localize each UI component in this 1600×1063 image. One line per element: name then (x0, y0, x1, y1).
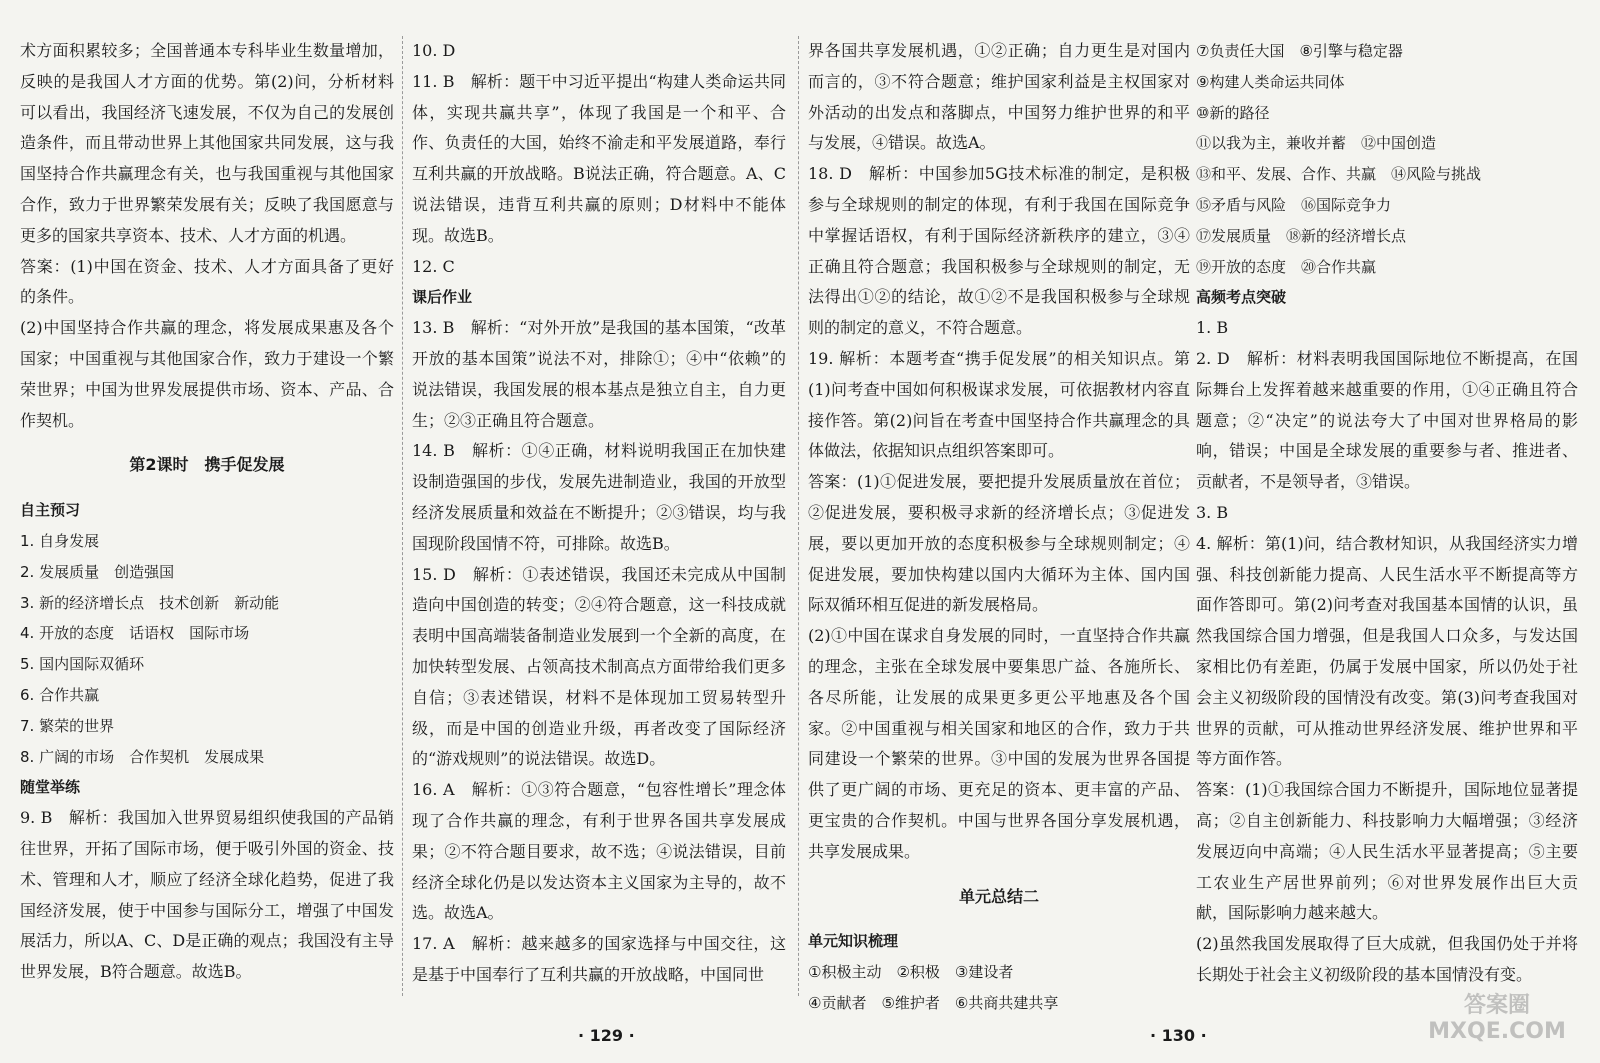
paragraph: 11. B 解析：题干中习近平提出“构建人类命运共同体，实现共赢共享”，体现了我国是一个和平、合作、负责任的大国，始终不渝走和平发展道路，奉行互利共赢的开放战略。B说法正确，符合题意。A、C说法错误，违背互利共赢的原则；D材料中不能体现。故选B。 (412, 71, 786, 245)
paragraph: 13. B 解析：“对外开放”是我国的基本国策，“改革开放的基本国策”说法不对，排除①；④中“依赖”的说法错误，我国发展的根本基点是独立自主，自力更生；②③正确且符合题意。 (412, 318, 786, 430)
paragraph: 第2课时 携手促发展 (129, 455, 285, 475)
page-number-right: · 130 · (1150, 1026, 1207, 1045)
paragraph: 答案：(1)①我国综合国力不断提升，国际地位显著提高；②自主创新能力、科技影响力大幅增强；③经济发展迈向中高端；④人民生活水平显著提高；⑤主要工农业生产居世界前列；⑥对世界发展作出巨大贡献，国际影响力越来越大。 (1196, 780, 1578, 923)
paragraph: ⑲开放的态度 ⑳合作共赢 (1196, 257, 1377, 276)
paragraph: 12. C (412, 256, 455, 276)
paragraph: 1. 自身发展 (20, 531, 100, 550)
paragraph: 单元总结二 (958, 886, 1039, 906)
column-divider (402, 36, 403, 996)
paragraph: ⑦负责任大国 ⑧引擎与稳定器 (1196, 42, 1403, 60)
column-1 (20, 36, 394, 988)
paragraph: 2. D 解析：材料表明我国国际地位不断提高，在国际舞台上发挥着越来越重要的作用，①④正确且符合题意；②“决定”的说法夸大了中国对世界格局的影响，错误；中国是全球发展的重要参与者、推进者、贡献者，不是领导者，③错误。 (1196, 348, 1578, 492)
paragraph: ⑮矛盾与风险 ⑯国际竞争力 (1196, 195, 1392, 214)
paragraph: ④贡献者 ⑤维护者 ⑥共商共建共享 (808, 993, 1059, 1012)
paragraph: 16. A 解析：①③符合题意，“包容性增长”理念体现了合作共赢的理念，有利于世界各国共享发展成果；②不符合题目要求，故不选；④说法错误，目前经济全球化仍是以发达资本主义国家为主导的，故不选。故选A。 (412, 780, 786, 923)
paragraph: 答案：(1)①促进发展，要把提升发展质量放在首位；②促进发展，要积极寻求新的经济增长点；③促进发展，要以更加开放的态度积极参与全球规则制定；④促进发展，要加快构建以国内大循环为主体、国内国际双循环相互促进的新发展格局。 (808, 472, 1190, 615)
paragraph: (2)中国坚持合作共赢的理念，将发展成果惠及各个国家；中国重视与其他国家合作，致力于建设一个繁荣世界；中国为世界发展提供市场、资本、产品、合作契机。 (20, 318, 394, 430)
paragraph: ⑪以我为主，兼收并蓄 ⑫中国创造 (1196, 134, 1437, 153)
paragraph: 3. 新的经济增长点 技术创新 新动能 (20, 593, 280, 612)
paragraph: 高频考点突破 (1196, 288, 1287, 307)
paragraph: 8. 广阔的市场 合作契机 发展成果 (20, 747, 265, 766)
paragraph: 5. 国内国际双循环 (20, 655, 145, 674)
watermark-logo: 答案圈 MXQE.COM (1428, 993, 1566, 1044)
paragraph: 1. B (1196, 318, 1229, 338)
paragraph: 随堂举练 (20, 778, 81, 797)
paragraph: 术方面积累较多；全国普通本专科毕业生数量增加，反映的是我国人才方面的优势。第(2)问，分析材料可以看出，我国经济飞速发展，不仅为自己的发展创造条件，而且带动世界上其他国家共同发展，这与我国坚持合作共赢理念有关，也与我国重视与其他国家合作，致力于世界繁荣发展有关；反映了我国愿意与更多的国家共享资本、技术、人才方面的机遇。 (20, 41, 394, 245)
column-4 (1196, 36, 1578, 991)
column-2 (412, 36, 786, 991)
paragraph: 17. A 解析：越来越多的国家选择与中国交往，这是基于中国奉行了互利共赢的开放战略，中国同世 (412, 934, 786, 984)
paragraph: 2. 发展质量 创造强国 (20, 562, 175, 581)
paragraph: ⑩新的路径 (1196, 103, 1270, 122)
paragraph: ⑬和平、发展、合作、共赢 ⑭风险与挑战 (1196, 165, 1482, 184)
paragraph: 15. D 解析：①表述错误，我国还未完成从中国制造向中国创造的转变；②④符合题意，这一科技成就表明中国高端装备制造业发展到一个全新的高度，在加快转型发展、占领高技术制高点方面带给我们更多自信；③表述错误，材料不是体现加工贸易转型升级，而是中国的创造业升级，再者改变了国际经济的“游戏规则”的说法错误。故选D。 (412, 564, 786, 769)
paragraph: 3. B (1196, 502, 1229, 522)
paragraph: 6. 合作共赢 (20, 685, 100, 704)
paragraph: 7. 繁荣的世界 (20, 716, 115, 735)
paragraph: ⑨构建人类命运共同体 (1196, 72, 1345, 91)
paragraph: 答案：(1)中国在资金、技术、人才方面具备了更好的条件。 (20, 256, 394, 307)
paragraph: 4. 解析：第(1)问，结合教材知识，从我国经济实力增强、科技创新能力提高、人民生活水平不断提高等方面作答即可。第(2)问考查对我国基本国情的认识，虽然我国综合国力增强，但是我国人口众多，与发达国家相比仍有差距，仍属于发展中国家，所以仍处于社会主义初级阶段的国情没有改变。第(3)问考查我国对世界的贡献，可从推动世界经济发展、维护世界和平等方面作答。 (1196, 533, 1578, 769)
column-divider (798, 36, 799, 996)
paragraph: ①积极主动 ②积极 ③建设者 (808, 963, 1014, 982)
page-number-left: · 129 · (578, 1026, 635, 1045)
paragraph: 18. D 解析：中国参加5G技术标准的制定，是积极参与全球规则的制定的体现，有利于我国在国际竞争中掌握话语权，有利于国际经济新秩序的建立，③④正确且符合题意；我国积极参与全球规则的制定，无法得出①②的结论，故①②不是我国积极参与全球规则的制定的意义，不符合题意。 (808, 164, 1190, 338)
paragraph: 单元知识梳理 (808, 932, 899, 951)
paragraph: ⑰发展质量 ⑱新的经济增长点 (1196, 226, 1407, 245)
paragraph: 9. B 解析：我国加入世界贸易组织使我国的产品销往世界，开拓了国际市场，便于吸引外国的资金、技术、管理和人才，顺应了经济全球化趋势，促进了我国经济发展，使于中国参与国际分工，增强了中国发展活力，所以A、C、D是正确的观点；我国没有主导世界发展，B符合题意。故选B。 (20, 808, 394, 982)
paragraph: 4. 开放的态度 话语权 国际市场 (20, 624, 250, 643)
paragraph: 14. B 解析：①④正确，材料说明我国正在加快建设制造强国的步伐，发展先进制造业，我国的开放型经济发展质量和效益在不断提升；②③错误，均与我国现阶段国情不符，可排除。故选B。 (412, 441, 786, 553)
paragraph: 界各国共享发展机遇，①②正确；自力更生是对国内而言的，③不符合题意；维护国家利益是主权国家对外活动的出发点和落脚点，中国努力维护世界的和平与发展，④错误。故选A。 (808, 41, 1190, 153)
paragraph: 自主预习 (20, 501, 81, 520)
column-3 (808, 36, 1190, 1019)
paragraph: 课后作业 (412, 288, 473, 307)
paragraph: 10. D (412, 41, 456, 60)
paragraph: (2)虽然我国发展取得了巨大成就，但我国仍处于并将长期处于社会主义初级阶段的基本国情没有变。 (1196, 934, 1578, 984)
paragraph: (2)①中国在谋求自身发展的同时，一直坚持合作共赢的理念，主张在全球发展中要集思广益、各施所长、各尽所能，让发展的成果更多更公平地惠及各个国家。②中国重视与相关国家和地区的合作，致力于共同建设一个繁荣的世界。③中国的发展为世界各国提供了更广阔的市场、更充足的资本、更丰富的产品、更宝贵的合作契机。中国与世界各国分享发展机遇，共享发展成果。 (808, 626, 1190, 861)
paragraph: 19. 解析：本题考查“携手促发展”的相关知识点。第(1)问考查中国如何积极谋求发展，可依据教材内容直接作答。第(2)问旨在考查中国坚持合作共赢理念的具体做法，依据知识点组织答案即可。 (808, 348, 1190, 461)
